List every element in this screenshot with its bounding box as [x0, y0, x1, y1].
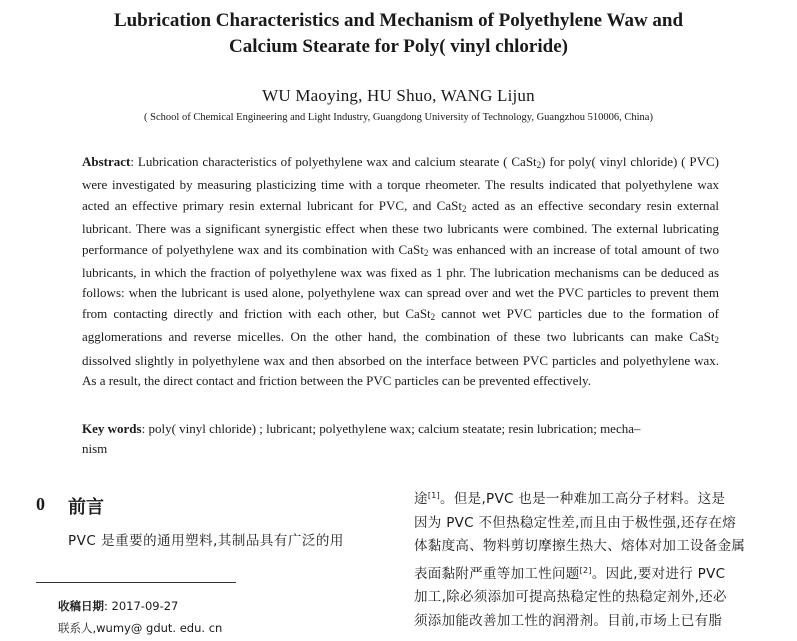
keywords: Key words: poly( vinyl chloride) ; lubricant; polyethylene wax; calcium steatate; resin lubrication; mecha– nism — [82, 421, 641, 457]
title-line-2: Calcium Stearate for Poly( vinyl chloride) — [229, 36, 568, 57]
contact-footnote: 联系人,wumy@ gdut. edu. cn — [58, 621, 223, 635]
citation-2[interactable]: [2] — [579, 565, 592, 575]
title-line-1: Lubrication Characteristics and Mechanism of Polyethylene Waw and — [113, 10, 684, 31]
section-number: 0 — [36, 494, 45, 514]
abstract: Abstract: Lubrication characteristics of polyethylene wax and calcium stearate ( CaSt$_2$) for poly( vinyl chloride) ( PVC) were investigated by measuring plasticizing time with a torque rheometer. The results indicated that polyethylene wax acted an effective primary resin external lubricant for PVC, and CaSt$_2$ acted as an effective secondary resin external lubricant. There was a significant synergistic effect when these two lubricants were combined. The external lubricating performance of polyethylene wax and its combination with CaSt$_2$ was enhanced with an increase of total amount of two lubricants, in which the fraction of polyethylene wax was fixed as 1 phr. The lubrication mechanisms can be deduced as follows: when the lubricant is used alone, polyethylene wax can spread over and wet the PVC particles to prevent them from contacting directly and friction with each other, but CaSt$_2$ cannot wet PVC particles due to the formation of agglomerations and reverse micelles. On the other hand, the combination of these two lubricants can make CaSt$_2$ dissolved slightly in polyethylene wax and then absorbed on the interface between PVC particles and polyethylene wax. As a result, the direct contact and friction between the PVC particles can be prevented effectively. — [82, 154, 720, 389]
abstract-label: Abstract — [82, 154, 131, 169]
section-title: 前言 — [68, 497, 104, 518]
paper-title — [40, 8, 757, 60]
affiliation: ( School of Chemical Engineering and Light Industry, Guangdong University of Technology, Guangzhou 510006, China) — [144, 112, 653, 123]
intro-paragraph-start: PVC 是重要的通用塑料,其制品具有广泛的用 — [68, 533, 344, 549]
right-column-text: 途[1]。但是,PVC 也是一种难加工高分子材料。这是 因为 PVC 不但热稳定性差,而且由于极性强,还存在熔 体黏度高、物料剪切摩擦生热大、熔体对加工设备金属 表面黏附严重等加工性问题[2]。因此,要对进行 PVC 加工,除必须添加可提高热稳定性的热稳定剂外,还必 须添加能改善加工性的润滑剂。目前,市场上已有脂 — [414, 491, 746, 629]
received-date: 收稿日期: 2017-09-27 — [58, 599, 179, 613]
keywords-label: Key words — [82, 421, 142, 436]
footnote-divider — [36, 582, 236, 583]
citation-1[interactable]: [1] — [427, 491, 441, 500]
authors: WU Maoying, HU Shuo, WANG Lijun — [262, 86, 535, 105]
